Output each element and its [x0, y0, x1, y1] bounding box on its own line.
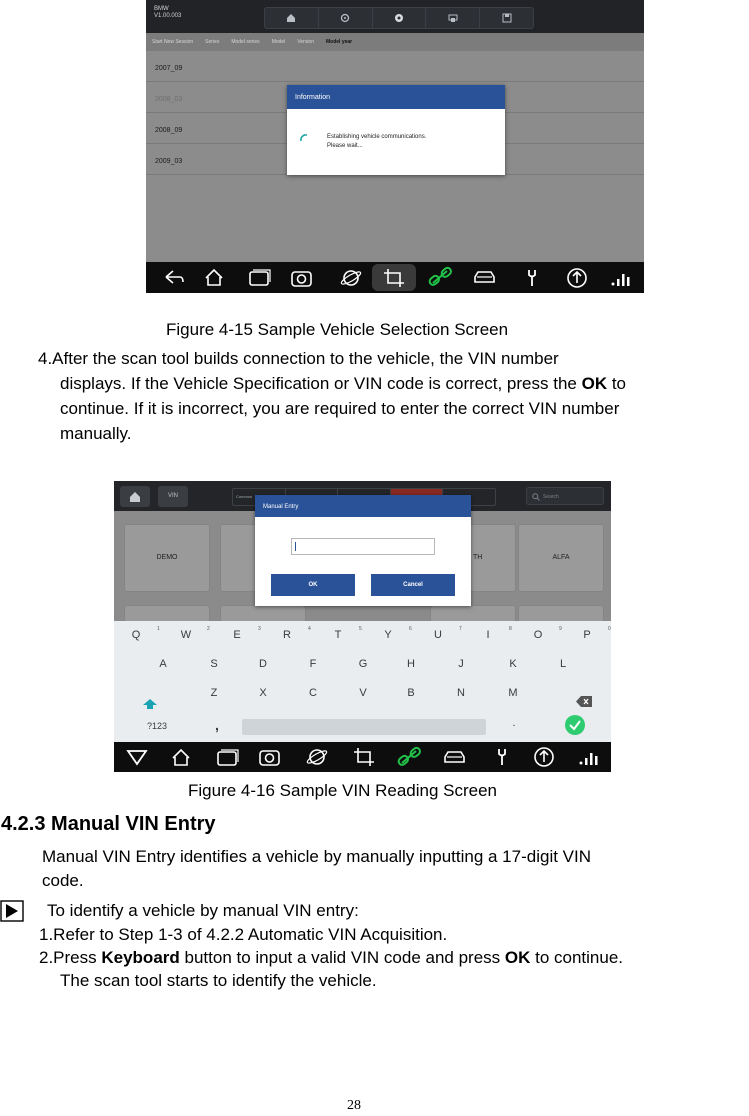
text-run: to continue.	[530, 948, 623, 967]
browser-icon[interactable]	[306, 749, 328, 765]
bullet-arrow-icon	[0, 900, 24, 922]
wrench-icon[interactable]	[529, 270, 535, 286]
vin-input[interactable]	[291, 538, 435, 555]
key-r[interactable]: R	[283, 629, 291, 641]
car-icon[interactable]	[445, 752, 464, 762]
link-icon[interactable]	[397, 746, 421, 766]
shift-arrow-icon	[142, 698, 158, 710]
step2-line2: The scan tool starts to identify the vehicle.	[60, 971, 377, 990]
brand-name: BMW	[154, 6, 169, 12]
list-item[interactable]: 2009_03	[146, 144, 644, 175]
check-icon	[564, 714, 586, 736]
key-f[interactable]: F	[309, 658, 317, 670]
app-top-bar	[146, 0, 644, 33]
dialog-message	[327, 133, 426, 151]
key-number-hint: 3	[258, 626, 261, 632]
ok-emphasis: OK	[504, 948, 531, 967]
save-icon	[502, 13, 512, 23]
crop-icon[interactable]	[354, 748, 374, 766]
breadcrumb-item[interactable]: Model series	[231, 39, 260, 45]
search-box[interactable]	[526, 487, 604, 505]
key-number-hint: 6	[409, 626, 412, 632]
record-icon	[394, 13, 404, 23]
brand-tile[interactable]: DEMO	[124, 524, 210, 592]
home-icon[interactable]	[206, 270, 222, 285]
system-nav-bar	[114, 742, 611, 772]
manual-entry-dialog	[255, 495, 471, 606]
vin-button[interactable]: VIN	[158, 486, 188, 507]
recent-apps-icon[interactable]	[250, 270, 270, 285]
key-number-hint: 8	[509, 626, 512, 632]
space-key[interactable]	[242, 719, 486, 735]
gear-icon	[340, 13, 350, 23]
key-x[interactable]: X	[259, 687, 267, 699]
key-h[interactable]: H	[407, 658, 415, 670]
toolbar	[264, 7, 534, 29]
brand-info	[154, 6, 181, 20]
section-heading: 4.2.3 Manual VIN Entry	[1, 813, 216, 835]
car-icon[interactable]	[475, 272, 494, 282]
step4-line4: manually.	[60, 424, 132, 443]
key-p[interactable]: P	[583, 629, 591, 641]
signal-bars-icon[interactable]	[612, 274, 630, 286]
list-item[interactable]: 2007_09	[146, 51, 644, 82]
vin-reading-screenshot	[114, 481, 611, 772]
information-dialog	[287, 85, 505, 175]
figure-caption: Figure 4-16 Sample VIN Reading Screen	[188, 781, 497, 800]
system-nav-bar	[146, 262, 644, 293]
software-version: V1.00.003	[154, 13, 182, 19]
dialog-message-line2: Please wait...	[327, 143, 363, 149]
key-s[interactable]: S	[210, 658, 218, 670]
backspace-key[interactable]	[572, 700, 592, 710]
intro-line2: code.	[42, 871, 84, 890]
text-run: displays. If the Vehicle Specification or VIN code is correct, press the	[60, 374, 582, 393]
recent-apps-icon[interactable]	[218, 750, 238, 765]
home-icon	[120, 486, 150, 507]
breadcrumb	[146, 33, 644, 51]
key-number-hint: 9	[559, 626, 562, 632]
search-icon	[532, 493, 540, 501]
back-triangle-icon[interactable]	[128, 751, 146, 764]
key-d[interactable]: D	[259, 658, 267, 670]
home-icon	[286, 13, 296, 23]
step4-line1: 4.After the scan tool builds connection to the vehicle, the VIN number	[38, 349, 559, 368]
key-o[interactable]: O	[533, 629, 543, 641]
key-j[interactable]: J	[458, 658, 464, 670]
key-q[interactable]: Q	[131, 629, 141, 641]
search-placeholder: Search	[543, 494, 559, 500]
brand-tile[interactable]: ALFA	[518, 524, 604, 592]
link-icon[interactable]	[428, 266, 452, 286]
key-a[interactable]: A	[159, 658, 167, 670]
key-m[interactable]: M	[508, 687, 518, 699]
step4-line2	[60, 373, 626, 395]
text-run: 2.Press	[39, 948, 102, 967]
back-icon[interactable]	[166, 271, 183, 283]
key-b[interactable]: B	[407, 687, 415, 699]
comma-key[interactable]: ,	[215, 717, 219, 733]
text-run: to	[607, 374, 626, 393]
breadcrumb-item[interactable]: Model	[271, 39, 286, 45]
key-i[interactable]: I	[486, 629, 490, 641]
bullet-text: To identify a vehicle by manual VIN entry:	[47, 901, 359, 920]
key-l[interactable]: L	[559, 658, 567, 670]
enter-key[interactable]	[564, 717, 586, 737]
key-number-hint: 4	[308, 626, 311, 632]
figure-caption: Figure 4-15 Sample Vehicle Selection Screen	[166, 320, 509, 339]
key-number-hint: 1	[157, 626, 160, 632]
cancel-button[interactable]: Cancel	[371, 574, 455, 596]
key-number-hint: 2	[207, 626, 210, 632]
signal-bars-icon[interactable]	[580, 753, 598, 765]
breadcrumb-item[interactable]: Version	[297, 39, 314, 45]
home-button[interactable]	[120, 486, 150, 507]
key-z[interactable]: Z	[210, 687, 218, 699]
upload-icon[interactable]	[568, 269, 586, 287]
shift-key[interactable]	[124, 700, 134, 710]
page-number: 28	[347, 1098, 361, 1113]
filter-tab[interactable]: Common	[233, 489, 286, 505]
intro-line1: Manual VIN Entry identifies a vehicle by manually inputting a 17-digit VIN	[42, 847, 592, 866]
ok-emphasis: OK	[581, 374, 608, 393]
toolbar-home-button[interactable]	[265, 8, 319, 28]
symbols-key[interactable]: ?123	[146, 721, 168, 731]
breadcrumb-item[interactable]: Start New Session	[152, 39, 194, 45]
key-u[interactable]: U	[434, 629, 442, 641]
dialog-title: Information	[287, 85, 505, 109]
ok-button[interactable]: OK	[271, 574, 355, 596]
key-v[interactable]: V	[359, 687, 367, 699]
toolbar-record-button[interactable]	[373, 8, 427, 28]
brand-tile-label: TH	[473, 554, 483, 561]
breadcrumb-item-current: Model year	[326, 39, 353, 45]
key-e[interactable]: E	[233, 629, 241, 641]
keyboard-emphasis: Keyboard	[101, 948, 180, 967]
toolbar-settings-button[interactable]	[319, 8, 373, 28]
key-n[interactable]: N	[457, 687, 465, 699]
key-k[interactable]: K	[509, 658, 517, 670]
backspace-icon	[576, 696, 592, 707]
dialog-title: Manual Entry	[255, 495, 471, 517]
key-w[interactable]: W	[180, 629, 192, 641]
print-icon	[448, 13, 458, 23]
key-c[interactable]: C	[309, 687, 317, 699]
wrench-icon[interactable]	[499, 749, 505, 765]
dialog-message-line1: Establishing vehicle communications.	[327, 134, 427, 140]
key-y[interactable]: Y	[384, 629, 392, 641]
text-caret	[295, 542, 296, 551]
browser-icon[interactable]	[340, 270, 362, 286]
home-icon[interactable]	[173, 750, 189, 765]
vehicle-selection-screenshot	[146, 0, 644, 293]
toolbar-save-button[interactable]	[480, 8, 533, 28]
breadcrumb-item[interactable]: Series	[205, 39, 220, 45]
on-screen-keyboard	[114, 621, 611, 742]
upload-icon[interactable]	[535, 748, 553, 766]
list-item[interactable]: 2008_09	[146, 113, 644, 144]
key-number-hint: 0	[608, 626, 611, 632]
step1-text: 1.Refer to Step 1-3 of 4.2.2 Automatic VIN Acquisition.	[39, 925, 448, 944]
text-run: button to input a valid VIN code and press	[179, 948, 505, 967]
key-t[interactable]: T	[334, 629, 342, 641]
toolbar-print-button[interactable]	[426, 8, 480, 28]
key-number-hint: 5	[359, 626, 362, 632]
step2-line1	[39, 947, 623, 969]
camera-icon[interactable]	[292, 272, 311, 286]
step4-line3: continue. If it is incorrect, you are required to enter the correct VIN number	[60, 399, 620, 418]
list-item[interactable]: 2008_03	[146, 82, 644, 113]
key-number-hint: 7	[459, 626, 462, 632]
key-g[interactable]: G	[358, 658, 368, 670]
loading-spinner-icon	[299, 133, 311, 145]
period-key[interactable]: .	[512, 717, 516, 729]
camera-icon[interactable]	[260, 751, 279, 765]
